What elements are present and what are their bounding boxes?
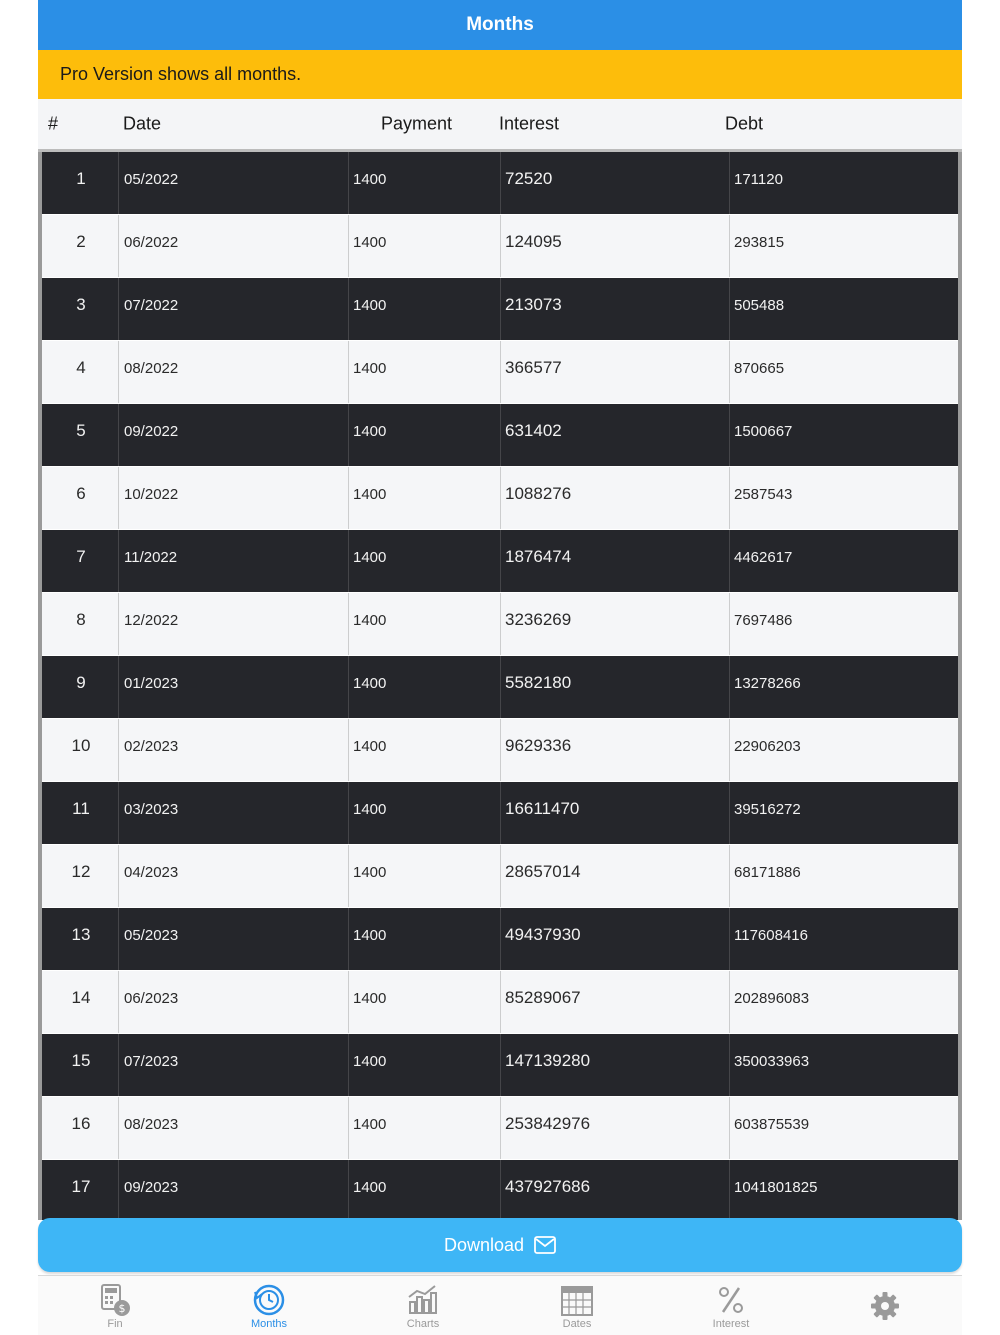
column-separator: [500, 467, 501, 529]
row-debt: 202896083: [734, 990, 810, 1007]
svg-text:$: $: [118, 1302, 126, 1315]
row-num: 12: [71, 862, 91, 881]
row-num: 3: [76, 295, 86, 314]
table-row[interactable]: [42, 845, 958, 908]
tab-label-fin: Fin: [107, 1318, 123, 1330]
row-date: 09/2023: [124, 1179, 179, 1196]
column-separator: [348, 1034, 349, 1096]
row-num: 5: [76, 421, 86, 440]
row-debt: 13278266: [734, 675, 801, 692]
row-date: 02/2023: [124, 738, 179, 755]
row-interest: 631402: [505, 421, 562, 440]
column-separator: [500, 404, 501, 466]
row-interest: 28657014: [505, 862, 581, 881]
row-num: 6: [76, 484, 86, 503]
col-header-date: Date: [123, 113, 162, 134]
row-interest: 5582180: [505, 673, 572, 692]
row-interest: 366577: [505, 358, 562, 377]
column-separator: [348, 152, 349, 214]
table-row[interactable]: [42, 971, 958, 1034]
calculator-dollar-icon: [97, 1282, 133, 1318]
column-separator: [729, 908, 730, 970]
row-num: 15: [71, 1051, 91, 1070]
app-window: [38, 0, 962, 1334]
column-separator: [348, 467, 349, 529]
row-num: 4: [76, 358, 86, 377]
column-separator: [729, 215, 730, 277]
row-payment: 1400: [353, 1179, 387, 1196]
table-row[interactable]: [42, 656, 958, 719]
column-separator: [348, 593, 349, 655]
download-button[interactable]: [38, 1218, 962, 1272]
column-separator: [348, 656, 349, 718]
tab-fin[interactable]: [38, 1276, 192, 1335]
row-debt: 2587543: [734, 486, 793, 503]
row-debt: 1500667: [734, 423, 793, 440]
column-separator: [500, 908, 501, 970]
column-separator: [118, 782, 119, 844]
column-separator: [729, 656, 730, 718]
column-separator: [729, 341, 730, 403]
row-date: 07/2023: [124, 1053, 179, 1070]
column-separator: [500, 656, 501, 718]
row-payment: 1400: [353, 990, 387, 1007]
column-separator: [348, 404, 349, 466]
column-separator: [118, 152, 119, 214]
row-payment: 1400: [353, 360, 387, 377]
table-row[interactable]: [42, 278, 958, 341]
pro-version-banner[interactable]: [38, 50, 962, 99]
row-payment: 1400: [353, 486, 387, 503]
row-payment: 1400: [353, 297, 387, 314]
tab-bar: [38, 1275, 962, 1335]
table-row[interactable]: [42, 1034, 958, 1097]
row-debt: 1041801825: [734, 1179, 818, 1196]
row-interest: 147139280: [505, 1051, 591, 1070]
table-row[interactable]: [42, 1160, 958, 1220]
page-title: Months: [466, 14, 534, 35]
row-payment: 1400: [353, 1053, 387, 1070]
row-debt: 505488: [734, 297, 785, 314]
column-separator: [348, 1097, 349, 1159]
row-interest: 253842976: [505, 1114, 591, 1133]
tab-months[interactable]: [192, 1276, 346, 1335]
table-row[interactable]: [42, 782, 958, 845]
row-payment: 1400: [353, 612, 387, 629]
row-debt: 350033963: [734, 1053, 810, 1070]
row-num: 13: [71, 925, 91, 944]
column-separator: [729, 971, 730, 1033]
row-date: 09/2022: [124, 423, 179, 440]
row-interest: 3236269: [505, 610, 572, 629]
row-num: 8: [76, 610, 86, 629]
row-date: 08/2022: [124, 360, 179, 377]
column-separator: [118, 845, 119, 907]
row-date: 07/2022: [124, 297, 179, 314]
row-date: 10/2022: [124, 486, 179, 503]
row-interest: 1088276: [505, 484, 572, 503]
gear-icon: [867, 1288, 903, 1324]
table-row[interactable]: [42, 467, 958, 530]
column-separator: [729, 467, 730, 529]
row-date: 06/2022: [124, 234, 179, 251]
column-separator: [118, 530, 119, 592]
column-separator: [348, 908, 349, 970]
column-separator: [118, 215, 119, 277]
table-row[interactable]: [42, 152, 958, 215]
percent-icon: [713, 1282, 749, 1318]
column-separator: [500, 845, 501, 907]
column-separator: [729, 278, 730, 340]
column-separator: [729, 530, 730, 592]
col-header-num: #: [48, 113, 59, 134]
column-separator: [500, 152, 501, 214]
row-debt: 39516272: [734, 801, 801, 818]
row-date: 06/2023: [124, 990, 179, 1007]
tab-label-interest: Interest: [712, 1318, 750, 1330]
column-separator: [729, 782, 730, 844]
row-interest: 72520: [505, 169, 553, 188]
row-interest: 213073: [505, 295, 562, 314]
nav-header: [38, 0, 962, 50]
row-debt: 22906203: [734, 738, 801, 755]
row-date: 03/2023: [124, 801, 179, 818]
row-payment: 1400: [353, 423, 387, 440]
table-row[interactable]: [42, 908, 958, 971]
row-interest: 124095: [505, 232, 562, 251]
column-separator: [348, 341, 349, 403]
row-payment: 1400: [353, 927, 387, 944]
column-separator: [729, 845, 730, 907]
tab-label-dates: Dates: [562, 1318, 592, 1330]
table-row[interactable]: [42, 341, 958, 404]
row-payment: 1400: [353, 738, 387, 755]
table-row[interactable]: [42, 404, 958, 467]
row-debt: 603875539: [734, 1116, 810, 1133]
row-interest: 85289067: [505, 988, 581, 1007]
row-num: 14: [71, 988, 91, 1007]
tab-label-charts: Charts: [406, 1318, 440, 1330]
row-interest: 16611470: [505, 799, 580, 818]
row-date: 11/2022: [124, 549, 178, 566]
column-separator: [118, 719, 119, 781]
tab-charts[interactable]: [346, 1276, 500, 1335]
column-separator: [118, 656, 119, 718]
column-separator: [500, 719, 501, 781]
column-separator: [500, 593, 501, 655]
col-header-interest: Interest: [499, 113, 560, 134]
column-separator: [500, 1034, 501, 1096]
column-separator: [348, 530, 349, 592]
row-payment: 1400: [353, 801, 387, 818]
row-payment: 1400: [353, 864, 387, 881]
table-row[interactable]: [42, 719, 958, 782]
column-separator: [500, 782, 501, 844]
column-separator: [348, 278, 349, 340]
column-separator: [500, 1160, 501, 1220]
row-num: 11: [72, 799, 90, 818]
row-payment: 1400: [353, 1116, 387, 1133]
column-separator: [118, 908, 119, 970]
row-debt: 117608416: [734, 927, 808, 944]
col-header-debt: Debt: [725, 113, 764, 134]
row-interest: 1876474: [505, 547, 572, 566]
row-payment: 1400: [353, 675, 387, 692]
table-row[interactable]: [42, 1097, 958, 1160]
download-label: Download: [443, 1234, 525, 1255]
column-separator: [348, 719, 349, 781]
row-date: 05/2023: [124, 927, 179, 944]
column-separator: [729, 1034, 730, 1096]
column-separator: [118, 467, 119, 529]
tab-settings[interactable]: [808, 1276, 962, 1335]
clock-cycle-icon: [251, 1282, 287, 1318]
column-separator: [729, 719, 730, 781]
column-separator: [118, 278, 119, 340]
row-num: 9: [76, 673, 86, 692]
row-interest: 9629336: [505, 736, 572, 755]
banner-text: Pro Version shows all months.: [60, 64, 302, 84]
table-header: [38, 99, 962, 152]
table-row[interactable]: [42, 215, 958, 278]
column-separator: [500, 341, 501, 403]
table-row[interactable]: [42, 593, 958, 656]
row-date: 01/2023: [124, 675, 179, 692]
column-separator: [348, 971, 349, 1033]
months-table[interactable]: [38, 152, 962, 1220]
row-date: 04/2023: [124, 864, 179, 881]
column-separator: [500, 530, 501, 592]
column-separator: [118, 404, 119, 466]
row-num: 16: [71, 1114, 91, 1133]
row-debt: 293815: [734, 234, 785, 251]
row-debt: 171120: [734, 171, 783, 188]
tab-dates[interactable]: [500, 1276, 654, 1335]
col-header-payment: Payment: [381, 113, 453, 134]
row-debt: 7697486: [734, 612, 793, 629]
row-num: 7: [76, 547, 86, 566]
column-separator: [500, 971, 501, 1033]
table-row[interactable]: [42, 530, 958, 593]
row-debt: 4462617: [734, 549, 793, 566]
row-date: 05/2022: [124, 171, 179, 188]
column-separator: [500, 278, 501, 340]
column-separator: [348, 845, 349, 907]
row-payment: 1400: [353, 549, 387, 566]
row-date: 08/2023: [124, 1116, 179, 1133]
calendar-icon: [559, 1282, 595, 1318]
column-separator: [729, 593, 730, 655]
row-num: 1: [76, 169, 86, 188]
column-separator: [348, 215, 349, 277]
column-separator: [729, 1160, 730, 1220]
bar-chart-icon: [405, 1282, 441, 1318]
tab-label-months: Months: [250, 1318, 288, 1330]
mail-icon: [534, 1236, 556, 1254]
column-separator: [500, 215, 501, 277]
row-debt: 870665: [734, 360, 785, 377]
column-separator: [500, 1097, 501, 1159]
column-separator: [729, 152, 730, 214]
column-separator: [348, 782, 349, 844]
row-date: 12/2022: [124, 612, 179, 629]
row-payment: 1400: [353, 234, 387, 251]
column-separator: [118, 971, 119, 1033]
column-separator: [118, 1097, 119, 1159]
tab-interest[interactable]: [654, 1276, 808, 1335]
row-num: 10: [71, 736, 91, 755]
row-interest: 49437930: [505, 925, 581, 944]
column-separator: [729, 1097, 730, 1159]
column-separator: [118, 341, 119, 403]
row-num: 2: [76, 232, 86, 251]
column-separator: [348, 1160, 349, 1220]
row-interest: 437927686: [505, 1177, 591, 1196]
column-separator: [729, 404, 730, 466]
column-separator: [118, 1034, 119, 1096]
column-separator: [118, 1160, 119, 1220]
row-debt: 68171886: [734, 864, 801, 881]
column-separator: [118, 593, 119, 655]
row-num: 17: [71, 1177, 91, 1196]
row-payment: 1400: [353, 171, 387, 188]
